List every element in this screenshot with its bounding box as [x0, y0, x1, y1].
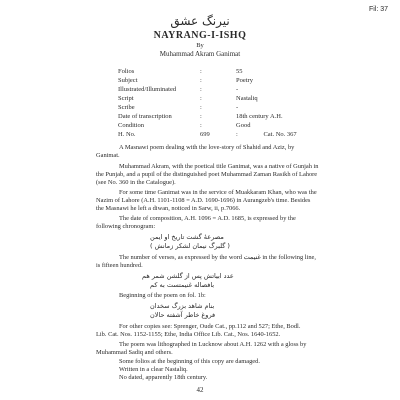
para-1-line-2: the Punjab, and a pupil of the distinguished poet Muhammad Zaman Rasikh of Lahore: [96, 171, 318, 178]
author-name: Muhammad Akram Ganimat: [159, 50, 241, 58]
para-4-line-2: is fifteen hundred.: [96, 262, 143, 269]
para-3-line-1: The date of composition, A.H. 1096 = A.D. 1685, is expressed by the: [119, 215, 296, 222]
metadata-row: [118, 104, 346, 113]
chronogram-line-2: ( گلبرگ نیمان لشکر زمانش ): [150, 242, 230, 250]
intro-line-2: Ganimat.: [96, 152, 120, 159]
page-number: 42: [196, 386, 204, 394]
chronogram-line-1: مصرعهٔ گشت تاریخ او ایمن: [150, 233, 224, 241]
metadata-key: Date of transcription: [118, 113, 172, 120]
metadata-colon: :: [200, 68, 202, 75]
metadata-row: [118, 95, 346, 104]
metadata-row: [118, 86, 346, 95]
file-number: Fil: 37: [368, 6, 388, 13]
metadata-colon: :: [200, 122, 202, 129]
metadata-row: [118, 131, 346, 140]
para-6-line-1: The poem was lithographed in Lucknow about A.H. 1262 with a gloss by: [119, 341, 307, 348]
metadata-table: [118, 68, 346, 140]
metadata-value: :: [236, 131, 238, 138]
note-line-1: Some folios at the beginning of this copy are damaged.: [119, 358, 260, 365]
beginning-line-1: بنام شاهد بزرگ سخدان: [150, 302, 215, 310]
metadata-row: [118, 77, 346, 86]
metadata-key: Folios: [118, 68, 135, 75]
metadata-key: Script: [118, 95, 134, 102]
beginning-label: Beginning of the poem on fol. 1b:: [119, 292, 206, 299]
catalogue-number: Cat. No. 367: [263, 131, 297, 138]
metadata-key: Illustrated/Illuminated: [118, 86, 177, 93]
metadata-colon: :: [200, 86, 202, 93]
para-4-line-1: The number of verses, as expressed by the word غنیمت in the following line,: [119, 254, 316, 261]
beginning-line-2: فروغ خاطر آشفته حالان: [150, 311, 216, 319]
document-title: NAYRANG-I-ISHQ: [153, 30, 247, 41]
metadata-value: Good: [236, 122, 251, 129]
para-2-line-3: the Masnawi he left a diwan, noticed in Sarw, ii, p.7066.: [96, 205, 241, 212]
verse-line-2: بافصاله غنیمتست به کم: [150, 281, 215, 289]
para-1-line-3: (see No. 360 in the Catalogue).: [96, 179, 176, 186]
metadata-row: [118, 113, 346, 122]
para-2-line-2: Nazim of Lahore (A.H. 1101-1108 = A.D. 1690-1696) in Aurangzeb's time. Besides: [96, 197, 311, 204]
para-6-line-2: Muhammad Sadiq and others.: [96, 349, 173, 356]
metadata-colon: :: [200, 113, 202, 120]
metadata-value: -: [236, 86, 239, 93]
metadata-colon: 699: [200, 131, 210, 138]
metadata-row: [118, 122, 346, 131]
metadata-colon: :: [200, 77, 202, 84]
metadata-value: 55: [236, 68, 243, 75]
note-line-3: No dated, apparently 18th century.: [119, 374, 208, 381]
metadata-value: Poetry: [236, 77, 253, 84]
metadata-value: -: [236, 104, 239, 111]
para-2-line-1: For some time Ganimat was in the service of Muakkaram Khan, who was the: [119, 189, 317, 196]
metadata-key: H. No.: [118, 131, 136, 138]
metadata-key: Condition: [118, 122, 145, 129]
intro-line-1: A Masnawi poem dealing with the love-story of Shahid and Aziz, by: [119, 144, 295, 151]
metadata-value: 18th century A.H.: [236, 113, 283, 120]
para-5-line-1: For other copies see: Sprenger, Oude Cat., pp.112 and 527; Ethe, Bodl.: [119, 323, 301, 330]
note-line-2: Written in a clear Nastaliq.: [119, 366, 188, 373]
metadata-colon: :: [200, 104, 202, 111]
para-5-line-2: Lib. Cat. Nos. 1152-1155; Ethe, India Office Lib. Cat., Nos. 1640-1652.: [96, 331, 281, 338]
metadata-key: Subject: [118, 77, 138, 84]
para-3-line-2: following chronogram:: [96, 223, 156, 230]
metadata-value: Nastaliq: [236, 95, 258, 102]
metadata-key: Scribe: [118, 104, 135, 111]
verse-line-1: عدد ابیاتش پس از گلشن شمر هم: [142, 272, 234, 280]
urdu-title: نیرنگ عشق: [170, 14, 230, 28]
para-1-line-1: Muhammad Akram, with the poetical title Ganimat, was a native of Gunjah in: [119, 163, 319, 170]
metadata-row: [118, 68, 346, 77]
by-line: By: [196, 42, 204, 49]
metadata-colon: :: [200, 95, 202, 102]
